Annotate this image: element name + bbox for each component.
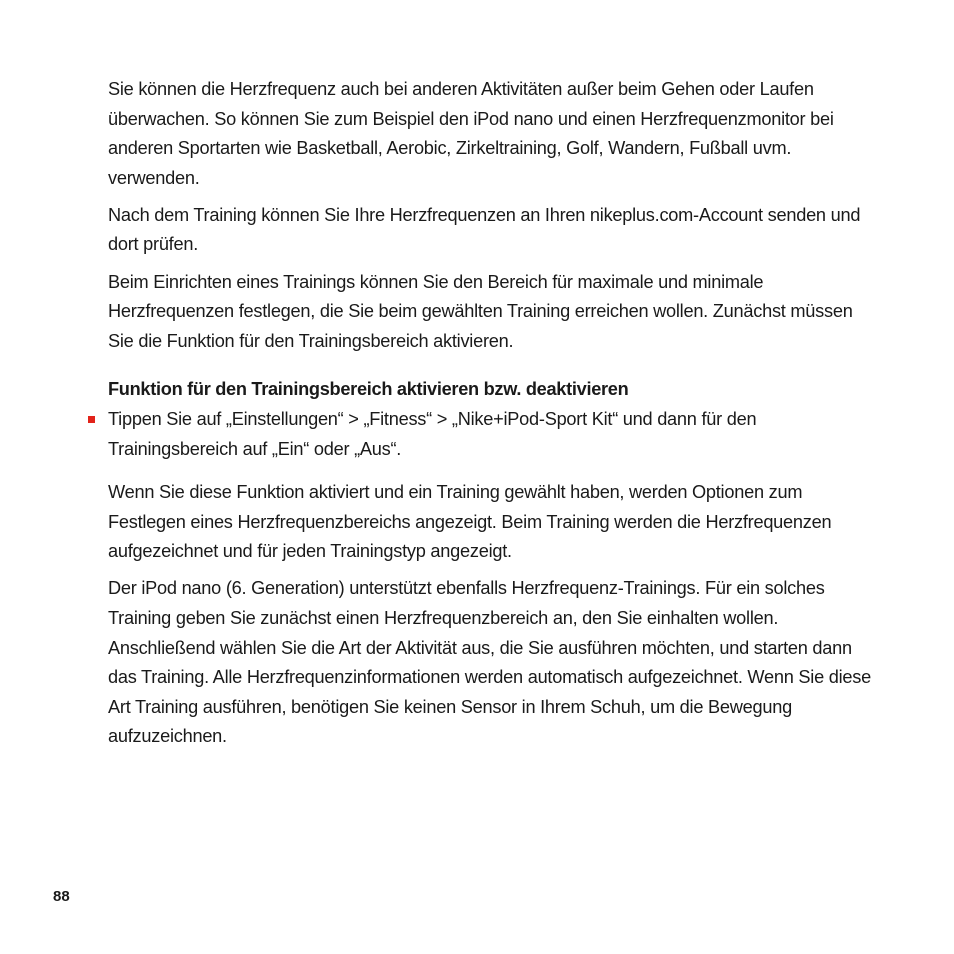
bullet-step (108, 405, 873, 464)
paragraph-other-activities: Sie können die Herzfrequenz auch bei anderen Aktivitäten außer beim Gehen oder Laufen überwachen. So können Sie zum Beispiel den iPod nano und einen Herzfrequenzmonitor bei anderen Sportarten wie Basketball, Aerobic, Zirkeltraining, Golf, Wandern, Fußball uvm. verwenden. (108, 79, 834, 188)
bullet-step-text: Tippen Sie auf „Einstellungen“ > „Fitness“ > „Nike+iPod-Sport Kit“ und dann für den Trainingsbereich auf „Ein“ oder „Aus“. (108, 408, 757, 459)
page-content (108, 75, 873, 759)
bullet-square-icon (88, 416, 95, 423)
paragraph-after-training: Nach dem Training können Sie Ihre Herzfrequenzen an Ihren nikeplus.com-Account senden und dort prüfen. (108, 204, 861, 255)
page-number: 88 (53, 888, 70, 905)
section-heading: Funktion für den Trainingsbereich aktivieren bzw. deaktivieren (108, 379, 629, 400)
paragraph-function-enabled: Wenn Sie diese Funktion aktiviert und ein Training gewählt haben, werden Optionen zum Festlegen eines Herzfrequenzbereichs angezeigt. Beim Training werden die Herzfrequenzen aufgezeichnet und für jeden Trainingstyp angezeigt. (108, 482, 832, 562)
paragraph-training-setup: Beim Einrichten eines Trainings können Sie den Bereich für maximale und minimale Herzfrequenzen festlegen, die Sie beim gewählten Training erreichen wollen. Zunächst müssen Sie die Funktion für den Trainingsbereich aktivieren. (108, 271, 853, 351)
paragraph-ipod-nano-heart-rate: Der iPod nano (6. Generation) unterstützt ebenfalls Herzfrequenz-Trainings. Für ein solches Training geben Sie zunächst einen Herzfrequenzbereich an, den Sie einhalten wollen. Anschließend wählen Sie die Art der Aktivität aus, die Sie ausführen möchten, und starten dann das Training. Alle Herzfrequenzinformationen werden automatisch aufgezeichnet. Wenn Sie diese Art Training ausführen, benötigen Sie keinen Sensor in Ihrem Schuh, um die Bewegung aufzuzeichnen. (108, 578, 871, 747)
